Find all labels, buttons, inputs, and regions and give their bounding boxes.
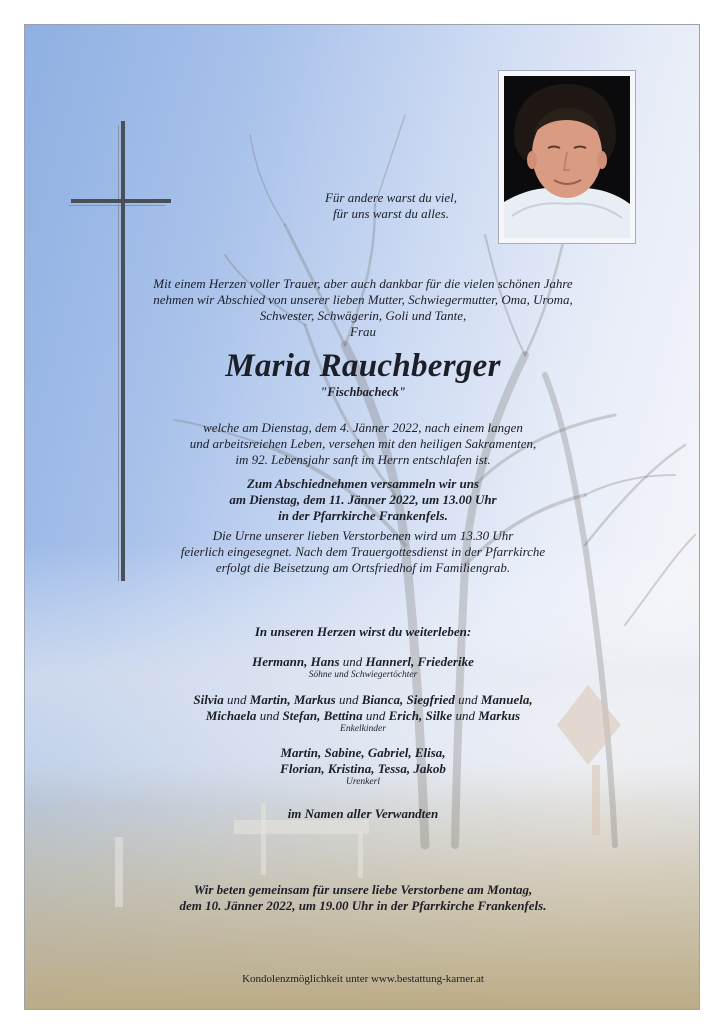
death-line: im 92. Lebensjahr sanft im Herrn entschlafen ist. — [235, 452, 491, 467]
grandchildren-names — [25, 692, 700, 708]
intro-line: Mit einem Herzen voller Trauer, aber auch dankbar für die vielen schönen Jahre — [153, 276, 573, 291]
relatives-line: im Namen aller Verwandten — [287, 806, 439, 821]
family-name: Martin, Markus — [249, 692, 339, 707]
conjunction: und — [342, 654, 366, 669]
prayer-notice — [25, 882, 700, 914]
urn-line: Die Urne unserer lieben Verstorbenen wird um 13.30 Uhr — [212, 528, 514, 543]
family-grandchildren — [25, 692, 700, 735]
children-names — [25, 654, 700, 670]
motto-line: Für andere warst du viel, — [324, 190, 458, 205]
great-grandchildren-role: Urenkerl — [346, 777, 380, 787]
condolence-link[interactable]: Kondolenzmöglichkeit unter www.bestattung-karner.at — [242, 973, 484, 985]
memory-heading: In unseren Herzen wirst du weiterleben: — [254, 624, 472, 639]
family-name: Silvia — [193, 692, 228, 707]
urn-blessing — [25, 528, 700, 576]
family-great-grandchildren — [25, 745, 700, 788]
conjunction: und — [259, 708, 283, 723]
family-name: Bianca, Siegfried — [361, 692, 459, 707]
intro-line: nehmen wir Abschied von unserer lieben Mutter, Schwiegermutter, Oma, Uroma, — [153, 292, 573, 307]
death-notice — [25, 420, 700, 468]
urn-line: erfolgt die Beisetzung am Ortsfriedhof im Familiengrab. — [215, 560, 511, 575]
farewell-gathering — [25, 476, 700, 524]
gathering-line: am Dienstag, dem 11. Jänner 2022, um 13.00 Uhr — [229, 492, 497, 507]
cross-icon-crossbar — [71, 199, 171, 203]
conjunction: und — [365, 708, 389, 723]
motto — [181, 190, 601, 222]
intro-line: Schwester, Schwägerin, Goli und Tante, — [259, 308, 467, 323]
family-name: Markus — [478, 708, 521, 723]
conjunction: und — [458, 692, 481, 707]
prayer-line: dem 10. Jänner 2022, um 19.00 Uhr in der Pfarrkirche Frankenfels. — [179, 898, 547, 913]
death-line: welche am Dienstag, dem 4. Jänner 2022, nach einem langen — [203, 420, 523, 435]
family-name: Stefan, Bettina — [282, 708, 366, 723]
grandchildren-role: Enkelkinder — [340, 724, 386, 734]
great-grandchildren-names: Martin, Sabine, Gabriel, Elisa, — [280, 745, 446, 760]
grandchildren-names — [25, 708, 700, 724]
family-name: Manuela, — [480, 692, 533, 707]
cross-shadow-horizontal — [69, 205, 165, 206]
family-name: Hermann, Hans — [252, 654, 343, 669]
conjunction: und — [455, 708, 479, 723]
great-grandchildren-names: Florian, Kristina, Tessa, Jakob — [280, 761, 446, 776]
conjunction: und — [227, 692, 250, 707]
gathering-line: in der Pfarrkirche Frankenfels. — [278, 508, 448, 523]
salutation: Frau — [350, 324, 376, 339]
family-name: Hannerl, Friederike — [365, 654, 474, 669]
conjunction: und — [339, 692, 362, 707]
gathering-line: Zum Abschiednehmen versammeln wir uns — [246, 476, 480, 491]
family-name: Erich, Silke — [388, 708, 456, 723]
intro-paragraph — [25, 276, 700, 324]
death-line: und arbeitsreichen Leben, versehen mit den heiligen Sakramenten, — [189, 436, 537, 451]
motto-line: für uns warst du alles. — [333, 206, 449, 221]
deceased-nickname: "Fischbacheck" — [320, 385, 406, 399]
prayer-line: Wir beten gemeinsam für unsere liebe Verstorbene am Montag, — [193, 882, 533, 897]
children-role: Söhne und Schwiegertöchter — [308, 670, 418, 680]
family-name: Michaela — [205, 708, 260, 723]
deceased-name: Maria Rauchberger — [225, 348, 501, 384]
family-children — [25, 654, 700, 681]
urn-line: feierlich eingesegnet. Nach dem Trauergottesdienst in der Pfarrkirche — [180, 544, 546, 559]
parte-card — [24, 24, 700, 1010]
